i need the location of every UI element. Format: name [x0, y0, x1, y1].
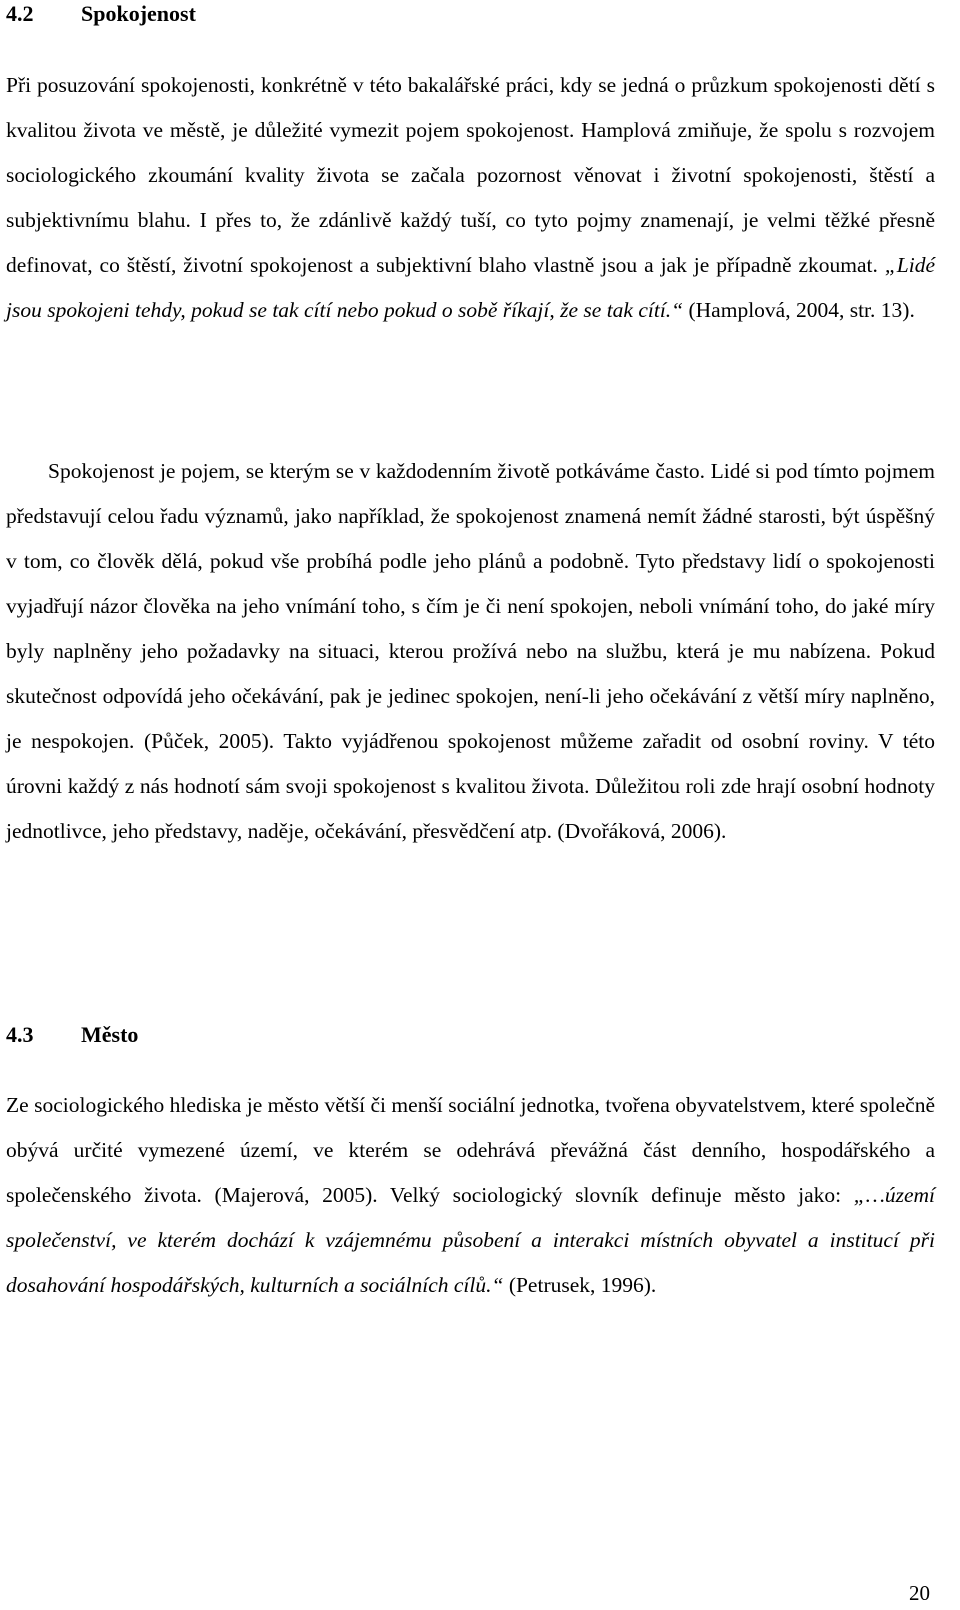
page-number: 20	[909, 1581, 930, 1605]
section-number: 4.3	[6, 1022, 34, 1047]
citation-text: (Hamplová, 2004, str. 13).	[683, 298, 915, 322]
paragraph-text: Spokojenost je pojem, se kterým se v každodenním životě potkáváme často. Lidé si pod tímto pojmem představují celou řadu významů, jako například, že spokojenost znamená nemít žádné starosti, být úspěšný v tom, co člověk dělá, pokud vše probíhá podle jeho plánů a podobně. Tyto představy lidí o spokojenosti vyjadřují názor člověka na jeho vnímání toho, s čím je či není spokojen, neboli vnímání toho, do jaké míry byly naplněny jeho požadavky na situaci, kterou prožívá nebo na službu, která je mu nabízena. Pokud skutečnost odpovídá jeho očekávání, pak je jedinec spokojen, není-li jeho očekávání z větší míry naplněno, je nespokojen. (Půček, 2005). Takto vyjádřenou spokojenost můžeme zařadit od osobní roviny. V této úrovni každý z nás hodnotí sám svoji spokojenost s kvalitou života. Důležitou roli zde hrají osobní hodnoty jednotlivce, jeho představy, naděje, očekávání, přesvědčení atp. (Dvořáková, 2006).	[6, 459, 935, 843]
section-heading-mesto	[6, 1022, 138, 1048]
citation-text: (Petrusek, 1996).	[503, 1273, 657, 1297]
paragraph-text: Při posuzování spokojenosti, konkrétně v této bakalářské práci, kdy se jedná o průzkum spokojenosti dětí s kvalitou života ve městě, je důležité vymezit pojem spokojenost. Hamplová zmiňuje, že spolu s rozvojem sociologického zkoumání kvality života se začala pozornost věnovat i životní spokojenosti, štěstí a subjektivnímu blahu. I přes to, že zdánlivě každý tuší, co tyto pojmy znamenají, je velmi těžké přesně definovat, co štěstí, životní spokojenost a subjektivní blaho vlastně jsou a jak je případně zkoumat.	[6, 73, 935, 277]
section-title: Město	[81, 1022, 139, 1047]
paragraph-spokojenost-definition	[6, 63, 935, 333]
paragraph-text: Ze sociologického hlediska je město větší či menší sociální jednotka, tvořena obyvatelstvem, které společně obývá určité vymezené území, ve kterém se odehrává převážná část denního, hospodářského a společenského života. (Majerová, 2005). Velký sociologický slovník definuje město jako:	[6, 1093, 935, 1207]
paragraph-mesto-definition	[6, 1083, 935, 1308]
quote-text: „Lidé jsou spokojeni tehdy, pokud se tak cítí nebo pokud o sobě říkají, že se tak cítí.“	[6, 253, 935, 322]
section-title: Spokojenost	[81, 1, 196, 26]
quote-text: „…území společenství, ve kterém dochází k vzájemnému působení a interakci místních obyvatel a institucí při dosahování hospodářských, kulturních a sociálních cílů.“	[6, 1183, 935, 1297]
section-number: 4.2	[6, 1, 34, 26]
section-heading-spokojenost	[6, 1, 196, 27]
paragraph-spokojenost-meaning	[6, 449, 935, 854]
